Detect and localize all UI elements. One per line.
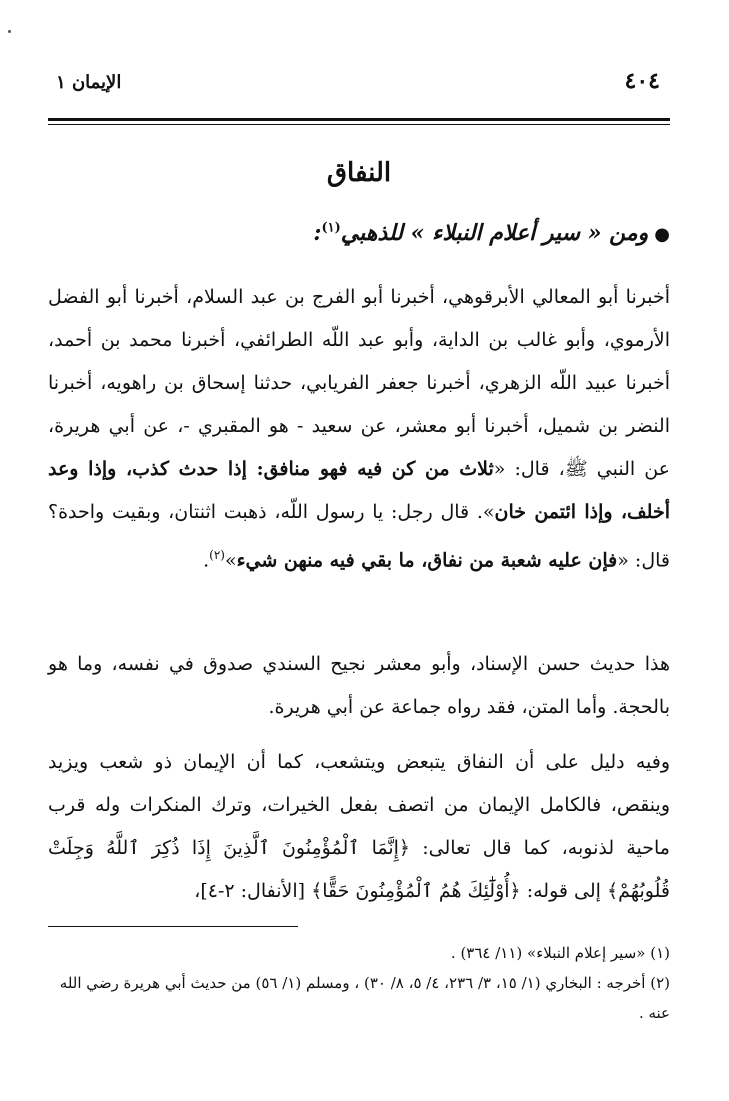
isnad-text: أخبرنا أبو المعالي الأبرقوهي، أخبرنا أبو الفرج بن عبد السلام، أخبرنا أبو الفضل الأرموي، وأبو غالب بن الداية، وأبو عبد اللّه الطرائفي، أخبرنا محمد بن أحمد، أخبرنا عبيد اللّه الزهري، أخبرنا جعفر الفريابي، حدثنا إسحاق بن راهويه، أخبرنا النضر بن شميل، أخبرنا أبو معشر، عن سعيد - هو المقبري -، عن أبي هريرة، عن النبي ﷺ، قال: «	[48, 286, 671, 480]
book-page	[48, 58, 671, 1022]
hadith-paragraph	[48, 276, 670, 582]
source-lead	[48, 220, 670, 246]
bullet-icon: ●	[654, 224, 670, 245]
hadith-mid-text: ». قال رجل: يا رسول اللّه، ذهبت اثنتان، وبقيت واحدة؟ قال: «	[48, 501, 670, 572]
footnote-ref-2: (٢)	[209, 548, 225, 562]
footnote-rule	[48, 926, 298, 927]
scan-speck	[8, 30, 11, 33]
footnote-2: (٢) أخرجه : البخاري (١/ ١٥، ٣/ ٢٣٦، ٤/ ٥، ٨/ ٣٠) ، ومسلم (١/ ٥٦) من حديث أبي هريرة رضي الله عنه .	[59, 974, 670, 1022]
header-rule-thin	[48, 124, 670, 125]
page-number: ٤٠٤	[624, 68, 660, 94]
hadith-text-2: فإن عليه شعبة من نفاق، ما بقي فيه منهن شيء	[236, 549, 618, 572]
book-title: الإيمان ١	[56, 72, 122, 93]
footnote-ref-1: (١)	[321, 220, 341, 236]
hadith-end-dot: .	[203, 549, 210, 572]
lead-colon: :	[313, 220, 322, 246]
source-lead-text: ومن « سير أعلام النبلاء » للذهبي	[340, 220, 649, 246]
running-header	[48, 58, 670, 98]
footnote-1: (١) «سير إعلام النبلاء» (١١/ ٣٦٤) .	[450, 944, 670, 962]
hadith-close-quote: »	[224, 549, 237, 572]
header-rule-thick	[48, 118, 670, 121]
section-title: النفاق	[326, 158, 392, 188]
commentary-paragraph: وفيه دليل على أن النفاق يتبعض ويتشعب، كما أن الإيمان ذو شعب ويزيد وينقص، فالكامل الإيمان من اتصف بفعل الخيرات، وترك المنكرات وله قرب ماحية لذنوبه، كما قال تعالى: ﴿إِنَّمَا ٱلْمُؤْمِنُونَ ٱلَّذِينَ إِذَا ذُكِرَ ٱللَّهُ وَجِلَتْ قُلُوبُهُمْ﴾ إلى قوله: ﴿أُوْلَٰٓئِكَ هُمُ ٱلْمُؤْمِنُونَ حَقًّا﴾ [الأنفال: ٢-٤]،	[48, 751, 670, 902]
footnotes	[48, 938, 670, 1028]
grading-paragraph: هذا حديث حسن الإسناد، وأبو معشر نجيح السندي صدوق في نفسه، وما هو بالحجة. وأما المتن، فقد رواه جماعة عن أبي هريرة.	[48, 653, 670, 718]
hadith-text-1: ثلاث من كن فيه فهو منافق: إذا حدث كذب، وإذا وعد أخلف، وإذا ائتمن خان	[48, 458, 670, 523]
